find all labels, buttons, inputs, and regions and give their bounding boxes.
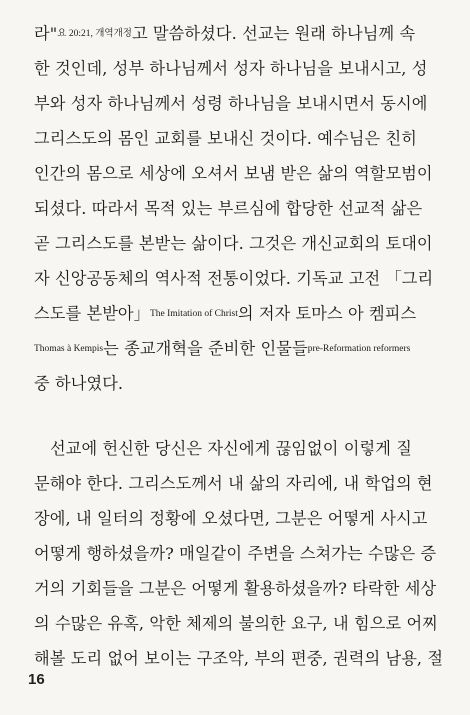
text-line <box>34 335 444 363</box>
text-line: 어떻게 행하셨을까? 매일같이 주변을 스쳐가는 수많은 증 <box>34 544 437 563</box>
page-number: 16 <box>28 671 45 688</box>
text-line <box>34 20 444 48</box>
text-line: 장에, 내 일터의 정황에 오셨다면, 그분은 어떻게 사시고 <box>34 509 428 528</box>
text-line: 그리스도의 몸인 교회를 보내신 것이다. 예수님은 친히 <box>34 129 417 148</box>
text-segment: 의 저자 토마스 아 켐피스 <box>237 304 417 323</box>
text-line: 부와 성자 하나님께서 성령 하나님을 보내시면서 동시에 <box>34 94 428 113</box>
bible-reference: 요 20:21, 개역개정 <box>57 29 132 39</box>
text-line: 거의 기회들을 그분은 어떻게 활용하셨을까? 타락한 세상 <box>34 579 437 598</box>
text-line: 의 수많은 유혹, 악한 체제의 불의한 요구, 내 힘으로 어찌 <box>34 614 438 633</box>
text-line: 선교에 헌신한 당신은 자신에게 끊임없이 이렇게 질 <box>50 439 412 458</box>
text-line: 되셨다. 따라서 목적 있는 부르심에 합당한 선교적 삶은 <box>34 199 423 218</box>
english-name: Thomas à Kempis <box>34 344 104 354</box>
text-segment: 라" <box>34 24 58 43</box>
text-line: 중 하나였다. <box>34 374 124 393</box>
text-line <box>34 300 444 328</box>
text-line: 문해야 한다. 그리스도께서 내 삶의 자리에, 내 학업의 현 <box>34 474 433 493</box>
text-segment: 고 말씀하셨다. 선교는 원래 하나님께 속 <box>131 24 416 43</box>
english-title: The Imitation of Christ <box>149 309 238 319</box>
text-segment: 는 종교개혁을 준비한 인물들 <box>103 339 308 358</box>
text-line: 해볼 도리 없어 보이는 구조악, 부의 편중, 권력의 남용, 절 <box>34 649 444 668</box>
text-segment: 스도를 본받아」 <box>34 304 150 323</box>
text-line: 한 것인데, 성부 하나님께서 성자 하나님을 보내시고, 성 <box>34 59 428 78</box>
english-term: pre-Reformation reformers <box>307 344 411 354</box>
text-line: 곧 그리스도를 본받는 삶이다. 그것은 개신교회의 토대이 <box>34 234 433 253</box>
text-line: 자 신앙공동체의 역사적 전통이었다. 기독교 고전 「그리 <box>34 269 434 288</box>
text-line: 인간의 몸으로 세상에 오셔서 보냄 받은 삶의 역할모범이 <box>34 164 433 183</box>
